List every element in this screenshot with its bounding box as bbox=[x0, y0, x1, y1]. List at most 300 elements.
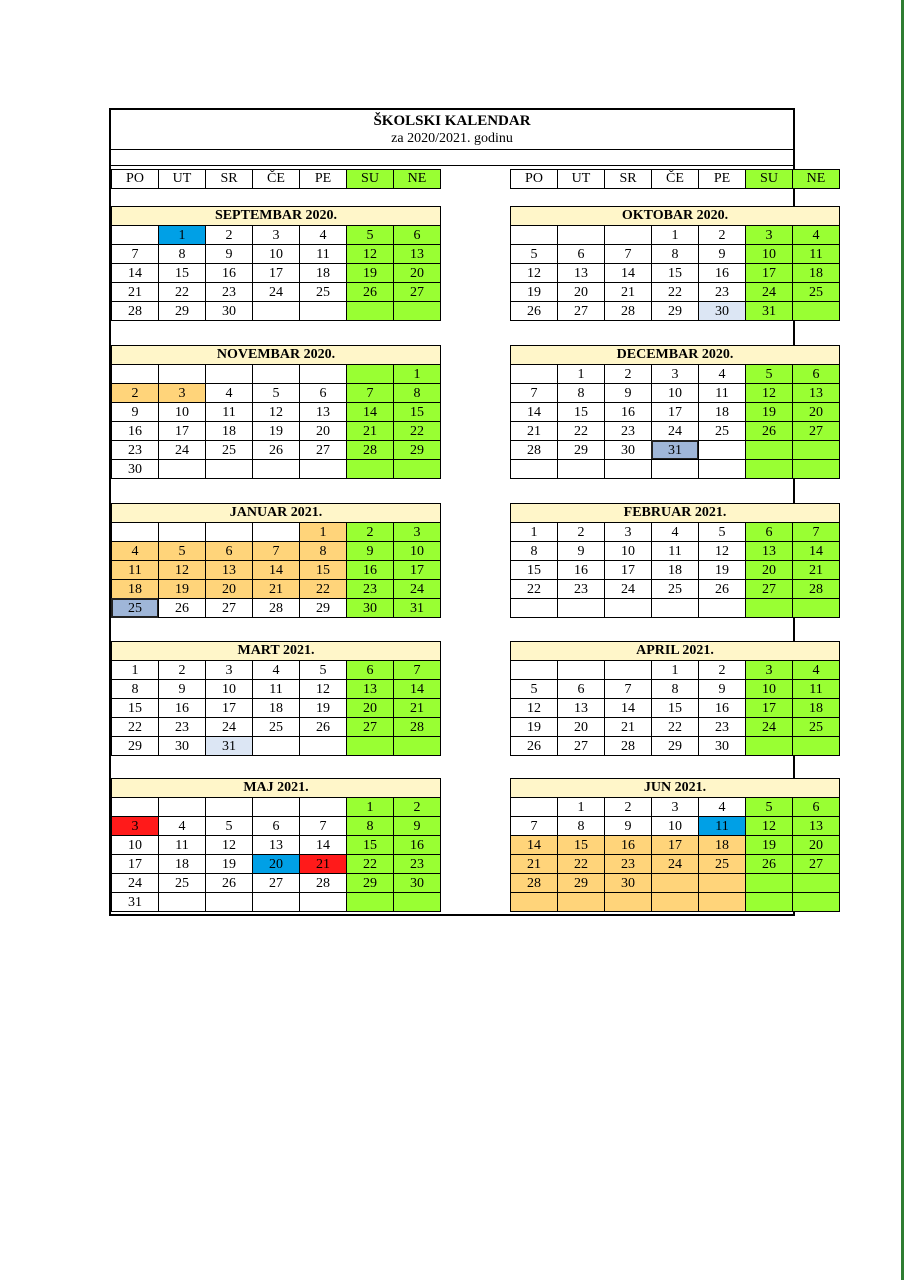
day-cell: 13 bbox=[745, 541, 793, 561]
day-cell: 29 bbox=[557, 873, 605, 893]
day-cell: 14 bbox=[604, 263, 652, 283]
day-cell: 12 bbox=[510, 263, 558, 283]
day-cell: 24 bbox=[393, 579, 441, 599]
day-cell: 16 bbox=[604, 835, 652, 855]
day-cell: 1 bbox=[158, 225, 206, 245]
day-cell: 24 bbox=[158, 440, 206, 460]
day-cell: 13 bbox=[792, 816, 840, 836]
day-cell: 25 bbox=[111, 598, 159, 618]
day-cell: 12 bbox=[698, 541, 746, 561]
day-cell: 22 bbox=[111, 717, 159, 737]
day-cell: 19 bbox=[745, 835, 793, 855]
day-cell: 7 bbox=[604, 244, 652, 264]
day-cell: 21 bbox=[604, 282, 652, 302]
day-cell: 25 bbox=[651, 579, 699, 599]
day-cell: 24 bbox=[604, 579, 652, 599]
weekday-5: PE bbox=[299, 169, 347, 189]
day-cell: 18 bbox=[792, 263, 840, 283]
day-cell bbox=[205, 364, 253, 384]
day-cell: 27 bbox=[393, 282, 441, 302]
day-cell: 16 bbox=[158, 698, 206, 718]
day-cell bbox=[299, 301, 347, 321]
month-title: OKTOBAR 2020. bbox=[510, 206, 840, 226]
day-cell: 26 bbox=[698, 579, 746, 599]
day-cell bbox=[158, 892, 206, 912]
weekday-2: UT bbox=[557, 169, 605, 189]
day-cell: 7 bbox=[111, 244, 159, 264]
day-cell: 4 bbox=[252, 660, 300, 680]
day-cell bbox=[792, 440, 840, 460]
day-cell: 10 bbox=[111, 835, 159, 855]
day-cell bbox=[299, 459, 347, 479]
day-cell: 6 bbox=[205, 541, 253, 561]
day-cell bbox=[158, 797, 206, 817]
day-cell: 21 bbox=[252, 579, 300, 599]
day-cell: 18 bbox=[111, 579, 159, 599]
day-cell: 6 bbox=[792, 797, 840, 817]
day-cell: 12 bbox=[158, 560, 206, 580]
day-cell: 2 bbox=[346, 522, 394, 542]
day-cell: 15 bbox=[299, 560, 347, 580]
day-cell: 6 bbox=[346, 660, 394, 680]
day-cell: 15 bbox=[651, 263, 699, 283]
day-cell: 10 bbox=[158, 402, 206, 422]
day-cell bbox=[745, 459, 793, 479]
day-cell: 1 bbox=[557, 797, 605, 817]
day-cell: 4 bbox=[698, 797, 746, 817]
weekday-5: PE bbox=[698, 169, 746, 189]
day-cell: 26 bbox=[346, 282, 394, 302]
day-cell bbox=[252, 364, 300, 384]
day-cell: 3 bbox=[651, 364, 699, 384]
day-cell: 28 bbox=[510, 873, 558, 893]
weekday-3: SR bbox=[205, 169, 253, 189]
day-cell: 17 bbox=[651, 402, 699, 422]
day-cell: 24 bbox=[745, 717, 793, 737]
month-title: DECEMBAR 2020. bbox=[510, 345, 840, 365]
day-cell: 6 bbox=[557, 679, 605, 699]
day-cell: 28 bbox=[510, 440, 558, 460]
day-cell: 21 bbox=[346, 421, 394, 441]
day-cell: 20 bbox=[205, 579, 253, 599]
day-cell: 29 bbox=[557, 440, 605, 460]
day-cell bbox=[252, 892, 300, 912]
day-cell bbox=[557, 459, 605, 479]
day-cell: 24 bbox=[205, 717, 253, 737]
day-cell bbox=[299, 364, 347, 384]
day-cell: 8 bbox=[510, 541, 558, 561]
day-cell bbox=[792, 736, 840, 756]
day-cell: 20 bbox=[252, 854, 300, 874]
day-cell: 20 bbox=[346, 698, 394, 718]
day-cell bbox=[557, 225, 605, 245]
day-cell: 10 bbox=[651, 383, 699, 403]
day-cell bbox=[698, 598, 746, 618]
month-title: APRIL 2021. bbox=[510, 641, 840, 661]
day-cell: 2 bbox=[698, 660, 746, 680]
day-cell: 9 bbox=[557, 541, 605, 561]
day-cell: 21 bbox=[393, 698, 441, 718]
day-cell: 14 bbox=[252, 560, 300, 580]
day-cell bbox=[158, 364, 206, 384]
day-cell: 9 bbox=[393, 816, 441, 836]
day-cell: 27 bbox=[299, 440, 347, 460]
day-cell bbox=[205, 892, 253, 912]
day-cell bbox=[604, 660, 652, 680]
day-cell: 30 bbox=[698, 301, 746, 321]
day-cell: 18 bbox=[651, 560, 699, 580]
day-cell: 15 bbox=[557, 402, 605, 422]
day-cell: 5 bbox=[698, 522, 746, 542]
day-cell bbox=[510, 598, 558, 618]
day-cell: 18 bbox=[698, 835, 746, 855]
month-title: MART 2021. bbox=[111, 641, 441, 661]
day-cell: 28 bbox=[299, 873, 347, 893]
day-cell bbox=[745, 736, 793, 756]
day-cell: 13 bbox=[252, 835, 300, 855]
day-cell: 12 bbox=[745, 816, 793, 836]
day-cell: 22 bbox=[510, 579, 558, 599]
weekday-4: ČE bbox=[651, 169, 699, 189]
day-cell: 25 bbox=[698, 421, 746, 441]
day-cell: 30 bbox=[158, 736, 206, 756]
day-cell: 16 bbox=[604, 402, 652, 422]
weekday-1: PO bbox=[510, 169, 558, 189]
month-title: MAJ 2021. bbox=[111, 778, 441, 798]
day-cell: 19 bbox=[158, 579, 206, 599]
day-cell: 14 bbox=[393, 679, 441, 699]
day-cell: 14 bbox=[510, 835, 558, 855]
day-cell: 5 bbox=[510, 679, 558, 699]
day-cell: 22 bbox=[346, 854, 394, 874]
title-divider bbox=[111, 149, 793, 150]
day-cell: 31 bbox=[745, 301, 793, 321]
day-cell: 29 bbox=[346, 873, 394, 893]
day-cell: 2 bbox=[604, 364, 652, 384]
day-cell: 7 bbox=[792, 522, 840, 542]
day-cell: 9 bbox=[346, 541, 394, 561]
weekday-7: NE bbox=[792, 169, 840, 189]
day-cell: 11 bbox=[698, 816, 746, 836]
day-cell: 11 bbox=[651, 541, 699, 561]
day-cell: 2 bbox=[111, 383, 159, 403]
day-cell: 8 bbox=[651, 679, 699, 699]
day-cell bbox=[346, 301, 394, 321]
day-cell: 27 bbox=[557, 301, 605, 321]
day-cell: 3 bbox=[604, 522, 652, 542]
day-cell: 1 bbox=[651, 225, 699, 245]
day-cell: 26 bbox=[510, 301, 558, 321]
day-cell: 2 bbox=[604, 797, 652, 817]
day-cell: 3 bbox=[252, 225, 300, 245]
day-cell: 24 bbox=[745, 282, 793, 302]
school-calendar-sheet bbox=[109, 108, 826, 916]
day-cell: 23 bbox=[698, 717, 746, 737]
day-cell: 6 bbox=[393, 225, 441, 245]
day-cell: 6 bbox=[557, 244, 605, 264]
day-cell: 10 bbox=[393, 541, 441, 561]
day-cell: 19 bbox=[252, 421, 300, 441]
day-cell: 7 bbox=[604, 679, 652, 699]
day-cell bbox=[651, 892, 699, 912]
day-cell: 23 bbox=[111, 440, 159, 460]
day-cell: 14 bbox=[111, 263, 159, 283]
day-cell bbox=[393, 892, 441, 912]
day-cell: 6 bbox=[299, 383, 347, 403]
day-cell: 31 bbox=[205, 736, 253, 756]
day-cell bbox=[651, 598, 699, 618]
day-cell bbox=[111, 797, 159, 817]
day-cell bbox=[346, 892, 394, 912]
day-cell: 5 bbox=[745, 364, 793, 384]
weekday-4: ČE bbox=[252, 169, 300, 189]
calendar-subtitle: za 2020/2021. godinu bbox=[391, 131, 513, 146]
day-cell bbox=[604, 892, 652, 912]
day-cell: 30 bbox=[604, 873, 652, 893]
day-cell: 13 bbox=[557, 263, 605, 283]
day-cell: 28 bbox=[393, 717, 441, 737]
calendar-title: ŠKOLSKI KALENDAR bbox=[373, 113, 531, 129]
day-cell: 13 bbox=[792, 383, 840, 403]
weekday-1: PO bbox=[111, 169, 159, 189]
day-cell: 27 bbox=[346, 717, 394, 737]
day-cell: 7 bbox=[299, 816, 347, 836]
day-cell bbox=[510, 892, 558, 912]
day-cell: 29 bbox=[111, 736, 159, 756]
day-cell bbox=[299, 892, 347, 912]
day-cell: 6 bbox=[252, 816, 300, 836]
day-cell: 3 bbox=[651, 797, 699, 817]
day-cell: 1 bbox=[111, 660, 159, 680]
day-cell: 9 bbox=[604, 383, 652, 403]
day-cell: 26 bbox=[745, 854, 793, 874]
day-cell: 17 bbox=[111, 854, 159, 874]
day-cell: 28 bbox=[111, 301, 159, 321]
day-cell: 7 bbox=[393, 660, 441, 680]
day-cell: 20 bbox=[393, 263, 441, 283]
day-cell: 12 bbox=[252, 402, 300, 422]
day-cell: 31 bbox=[651, 440, 699, 460]
day-cell: 7 bbox=[252, 541, 300, 561]
day-cell: 15 bbox=[510, 560, 558, 580]
day-cell: 31 bbox=[393, 598, 441, 618]
day-cell: 26 bbox=[299, 717, 347, 737]
day-cell: 1 bbox=[557, 364, 605, 384]
day-cell: 8 bbox=[158, 244, 206, 264]
day-cell: 30 bbox=[346, 598, 394, 618]
day-cell: 3 bbox=[393, 522, 441, 542]
day-cell: 18 bbox=[158, 854, 206, 874]
day-cell: 26 bbox=[205, 873, 253, 893]
day-cell: 26 bbox=[745, 421, 793, 441]
day-cell: 17 bbox=[158, 421, 206, 441]
day-cell: 20 bbox=[745, 560, 793, 580]
weekday-6: SU bbox=[745, 169, 793, 189]
day-cell: 4 bbox=[299, 225, 347, 245]
day-cell bbox=[252, 522, 300, 542]
day-cell: 21 bbox=[510, 854, 558, 874]
day-cell: 11 bbox=[252, 679, 300, 699]
day-cell bbox=[111, 364, 159, 384]
day-cell: 22 bbox=[651, 717, 699, 737]
day-cell: 12 bbox=[346, 244, 394, 264]
day-cell bbox=[698, 873, 746, 893]
day-cell: 27 bbox=[205, 598, 253, 618]
day-cell: 22 bbox=[393, 421, 441, 441]
header-divider bbox=[111, 165, 793, 166]
day-cell bbox=[393, 459, 441, 479]
day-cell: 2 bbox=[393, 797, 441, 817]
day-cell bbox=[698, 440, 746, 460]
day-cell: 4 bbox=[205, 383, 253, 403]
day-cell: 16 bbox=[698, 698, 746, 718]
day-cell: 13 bbox=[299, 402, 347, 422]
day-cell: 11 bbox=[111, 560, 159, 580]
day-cell: 25 bbox=[792, 282, 840, 302]
day-cell: 15 bbox=[158, 263, 206, 283]
day-cell: 8 bbox=[651, 244, 699, 264]
day-cell: 16 bbox=[393, 835, 441, 855]
day-cell: 1 bbox=[299, 522, 347, 542]
day-cell: 24 bbox=[651, 421, 699, 441]
day-cell: 24 bbox=[111, 873, 159, 893]
day-cell bbox=[111, 522, 159, 542]
day-cell: 9 bbox=[111, 402, 159, 422]
weekday-6: SU bbox=[346, 169, 394, 189]
weekday-2: UT bbox=[158, 169, 206, 189]
day-cell bbox=[604, 225, 652, 245]
day-cell: 23 bbox=[557, 579, 605, 599]
day-cell: 19 bbox=[698, 560, 746, 580]
month-title: FEBRUAR 2021. bbox=[510, 503, 840, 523]
day-cell bbox=[745, 892, 793, 912]
day-cell: 12 bbox=[205, 835, 253, 855]
day-cell: 19 bbox=[346, 263, 394, 283]
weekday-7: NE bbox=[393, 169, 441, 189]
day-cell: 3 bbox=[205, 660, 253, 680]
day-cell bbox=[510, 459, 558, 479]
day-cell bbox=[158, 459, 206, 479]
day-cell: 30 bbox=[111, 459, 159, 479]
day-cell: 20 bbox=[557, 717, 605, 737]
day-cell: 14 bbox=[604, 698, 652, 718]
day-cell: 9 bbox=[158, 679, 206, 699]
day-cell: 17 bbox=[393, 560, 441, 580]
day-cell: 7 bbox=[510, 383, 558, 403]
month-title: SEPTEMBAR 2020. bbox=[111, 206, 441, 226]
day-cell bbox=[346, 459, 394, 479]
day-cell: 10 bbox=[252, 244, 300, 264]
day-cell bbox=[792, 598, 840, 618]
month-title: JUN 2021. bbox=[510, 778, 840, 798]
day-cell: 23 bbox=[698, 282, 746, 302]
day-cell: 25 bbox=[698, 854, 746, 874]
day-cell: 11 bbox=[792, 679, 840, 699]
day-cell: 22 bbox=[651, 282, 699, 302]
day-cell bbox=[252, 459, 300, 479]
day-cell: 23 bbox=[346, 579, 394, 599]
day-cell: 10 bbox=[745, 244, 793, 264]
day-cell: 22 bbox=[557, 421, 605, 441]
day-cell: 7 bbox=[510, 816, 558, 836]
day-cell: 20 bbox=[792, 835, 840, 855]
day-cell: 13 bbox=[346, 679, 394, 699]
day-cell: 22 bbox=[557, 854, 605, 874]
day-cell: 6 bbox=[792, 364, 840, 384]
day-cell: 1 bbox=[393, 364, 441, 384]
day-cell: 23 bbox=[158, 717, 206, 737]
day-cell bbox=[557, 660, 605, 680]
day-cell: 17 bbox=[745, 263, 793, 283]
day-cell: 4 bbox=[111, 541, 159, 561]
day-cell: 20 bbox=[557, 282, 605, 302]
day-cell: 14 bbox=[792, 541, 840, 561]
day-cell bbox=[346, 736, 394, 756]
day-cell: 2 bbox=[158, 660, 206, 680]
day-cell bbox=[252, 797, 300, 817]
day-cell: 17 bbox=[651, 835, 699, 855]
day-cell bbox=[604, 598, 652, 618]
day-cell: 3 bbox=[158, 383, 206, 403]
day-cell: 3 bbox=[745, 660, 793, 680]
day-cell: 26 bbox=[510, 736, 558, 756]
day-cell bbox=[698, 892, 746, 912]
day-cell: 29 bbox=[393, 440, 441, 460]
day-cell: 29 bbox=[158, 301, 206, 321]
day-cell: 14 bbox=[510, 402, 558, 422]
day-cell: 23 bbox=[604, 854, 652, 874]
day-cell bbox=[252, 736, 300, 756]
day-cell: 24 bbox=[252, 282, 300, 302]
day-cell: 6 bbox=[745, 522, 793, 542]
day-cell bbox=[557, 892, 605, 912]
day-cell: 11 bbox=[158, 835, 206, 855]
day-cell: 4 bbox=[792, 660, 840, 680]
day-cell: 5 bbox=[252, 383, 300, 403]
day-cell: 28 bbox=[604, 736, 652, 756]
day-cell: 30 bbox=[698, 736, 746, 756]
day-cell: 9 bbox=[698, 679, 746, 699]
day-cell: 19 bbox=[205, 854, 253, 874]
day-cell bbox=[205, 459, 253, 479]
day-cell: 18 bbox=[205, 421, 253, 441]
day-cell: 23 bbox=[604, 421, 652, 441]
day-cell: 18 bbox=[252, 698, 300, 718]
day-cell: 3 bbox=[745, 225, 793, 245]
day-cell: 5 bbox=[205, 816, 253, 836]
day-cell: 16 bbox=[698, 263, 746, 283]
day-cell: 23 bbox=[393, 854, 441, 874]
day-cell: 21 bbox=[792, 560, 840, 580]
day-cell: 22 bbox=[158, 282, 206, 302]
day-cell: 15 bbox=[393, 402, 441, 422]
day-cell bbox=[745, 873, 793, 893]
day-cell: 29 bbox=[299, 598, 347, 618]
day-cell: 19 bbox=[745, 402, 793, 422]
day-cell: 8 bbox=[557, 816, 605, 836]
day-cell: 27 bbox=[745, 579, 793, 599]
day-cell: 30 bbox=[604, 440, 652, 460]
day-cell: 31 bbox=[111, 892, 159, 912]
day-cell: 17 bbox=[252, 263, 300, 283]
day-cell: 8 bbox=[111, 679, 159, 699]
day-cell: 14 bbox=[299, 835, 347, 855]
day-cell: 8 bbox=[299, 541, 347, 561]
day-cell: 19 bbox=[299, 698, 347, 718]
day-cell: 15 bbox=[111, 698, 159, 718]
day-cell: 28 bbox=[346, 440, 394, 460]
day-cell bbox=[346, 364, 394, 384]
